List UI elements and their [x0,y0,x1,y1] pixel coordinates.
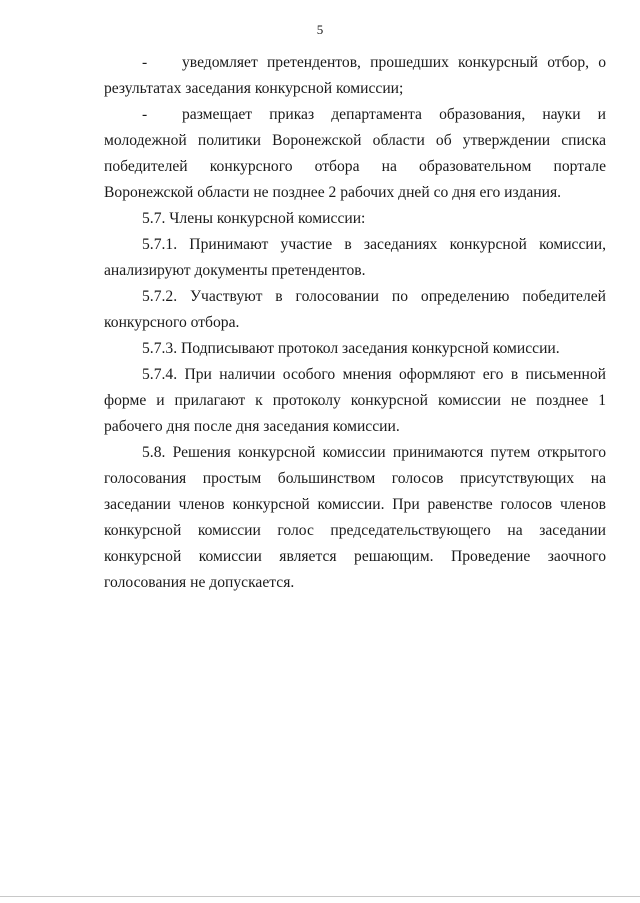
paragraph-text: уведомляет претендентов, прошедших конкурсный отбор, о результатах заседания конкурсной комиссии; [104,54,606,97]
paragraph-5-7-4: 5.7.4. При наличии особого мнения оформляют его в письменной форме и прилагают к протоколу конкурсной комиссии не позднее 1 рабочего дня после дня заседания комиссии. [104,366,606,435]
paragraph-text: размещает приказ департамента образования, науки и молодежной политики Воронежской области об утверждении списка победителей конкурсного отбора на образовательном портале Воронежской области не позднее 2 рабочих дней со дня его издания. [104,106,606,201]
paragraph-5-8: 5.8. Решения конкурсной комиссии принимаются путем открытого голосования простым большинством голосов присутствующих на заседании членов конкурсной комиссии. При равенстве голосов членов конкурсной комиссии голос председательствующего на заседании конкурсной комиссии является решающим. Проведение заочного голосования не допускается. [104,444,606,591]
paragraph-5-7-3: 5.7.3. Подписывают протокол заседания конкурсной комиссии. [142,340,560,357]
paragraph-5-7-1: 5.7.1. Принимают участие в заседаниях конкурсной комиссии, анализируют документы претендентов. [104,236,606,279]
paragraph-5-7: 5.7. Члены конкурсной комиссии: [142,210,366,227]
paragraph-5-7-2: 5.7.2. Участвуют в голосовании по определению победителей конкурсного отбора. [104,288,606,331]
paragraph-publish-order [104,102,606,206]
document-body [104,50,606,596]
list-dash: - [142,106,148,123]
page-number: 5 [316,22,324,37]
page-bottom-edge [0,896,640,897]
paragraph-notify-candidates [104,50,606,102]
list-dash: - [142,54,148,71]
